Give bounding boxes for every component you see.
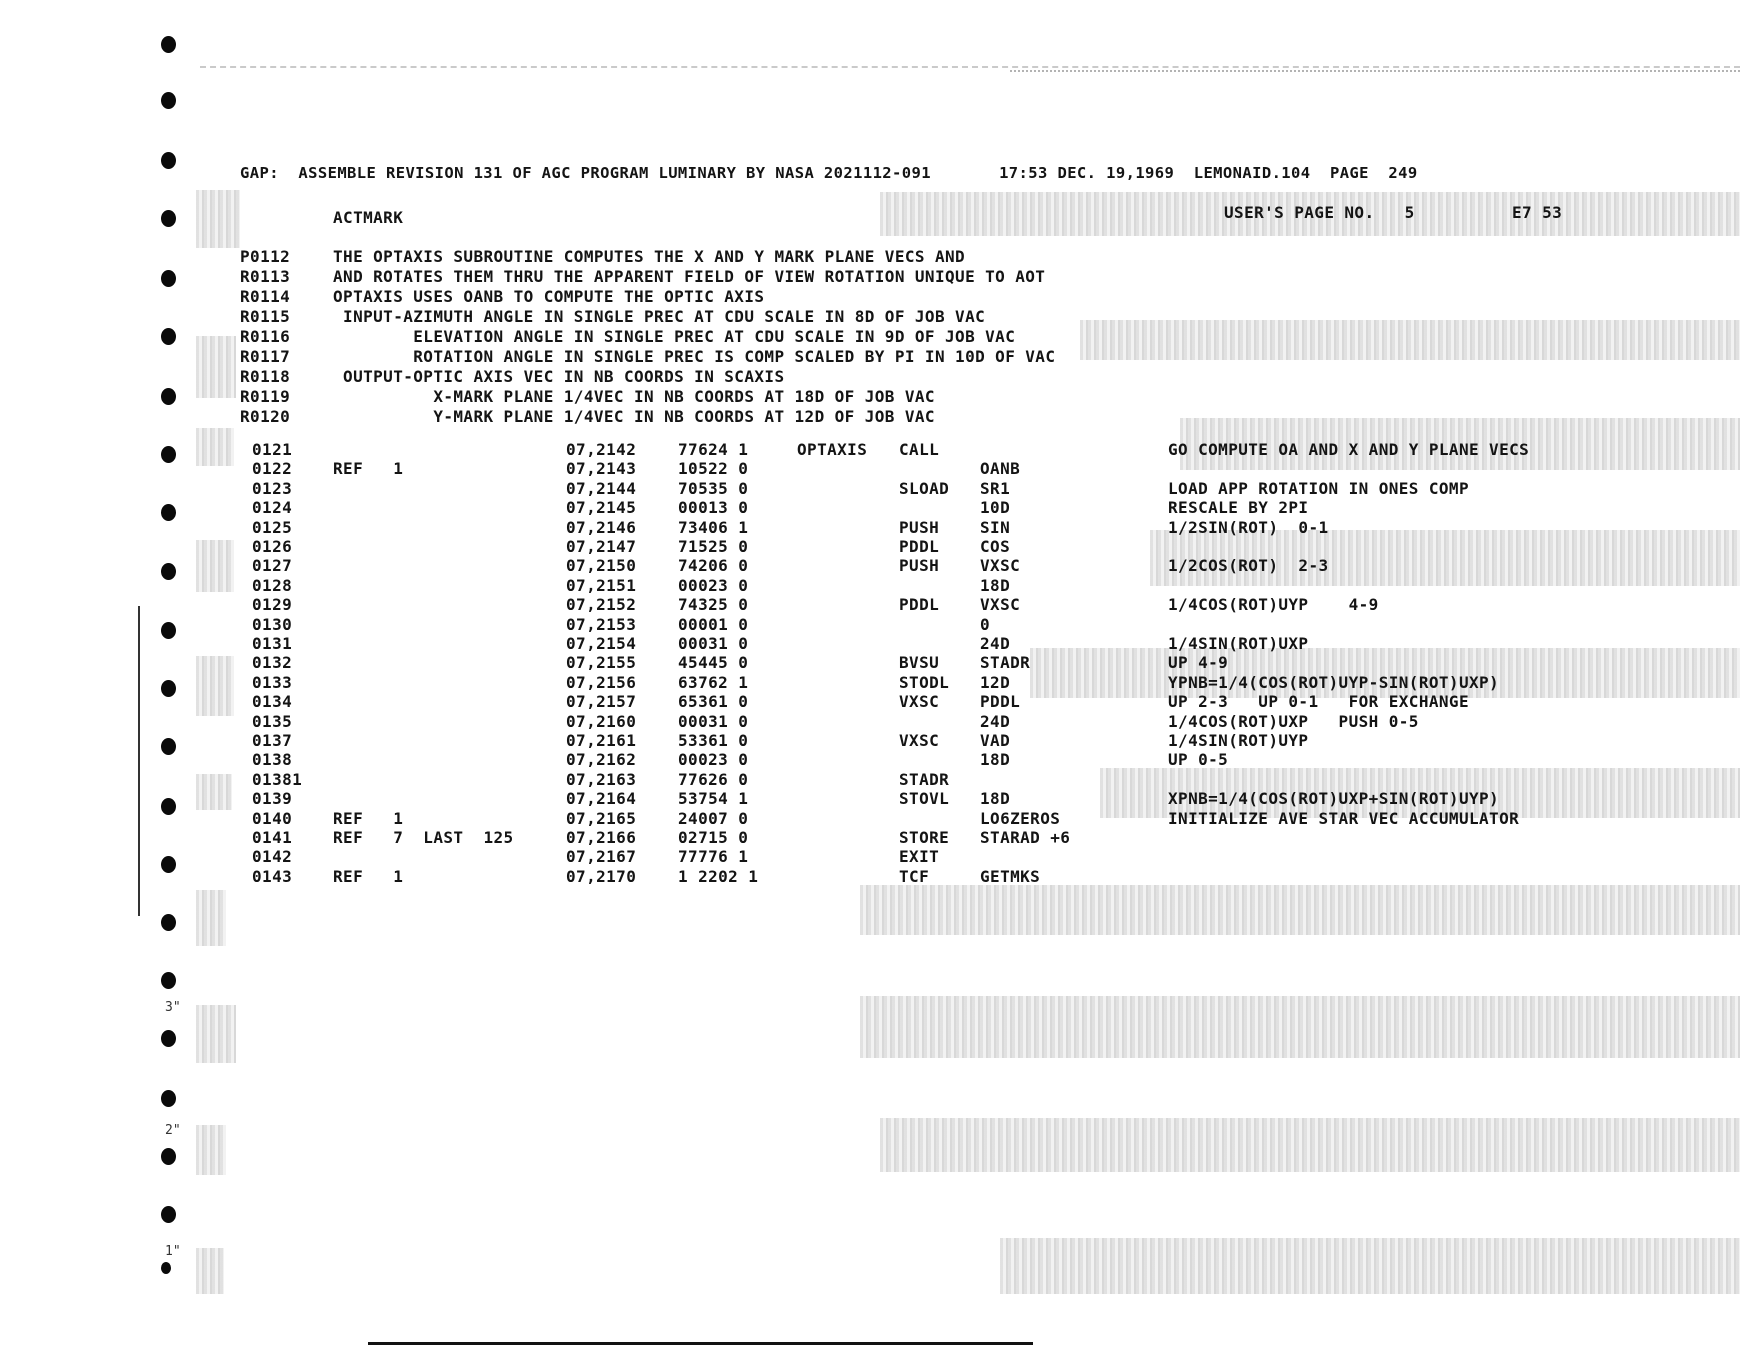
remark-text: OPTAXIS USES OANB TO COMPUTE THE OPTIC AXIS [333,287,765,306]
operand: 24D [980,634,1011,653]
octal-word: 77626 0 [678,770,749,789]
octal-word: 63762 1 [678,673,749,692]
comment: INITIALIZE AVE STAR VEC ACCUMULATOR [1168,809,1520,828]
address: 07,2151 [566,576,637,595]
address: 07,2161 [566,731,637,750]
opcode: STORE [899,828,950,847]
opcode: PUSH [899,556,940,575]
line-number: 0131 [252,634,293,653]
line-number: 0133 [252,673,293,692]
line-number: 0134 [252,692,293,711]
binder-hole [161,210,176,227]
octal-word: 00031 0 [678,634,749,653]
scan-noise [196,1005,236,1063]
remark-text: THE OPTAXIS SUBROUTINE COMPUTES THE X AND Y MARK PLANE VECS AND [333,247,966,266]
line-number: 0142 [252,847,293,866]
octal-word: 00023 0 [678,750,749,769]
margin-rule [138,606,140,916]
operand: 18D [980,789,1011,808]
binder-hole [161,1262,171,1274]
operand: VAD [980,731,1011,750]
scan-noise [860,885,1740,935]
opcode: EXIT [899,847,940,866]
remark-id: R0119 [240,387,291,406]
operand: LO6ZEROS [980,809,1061,828]
octal-word: 10522 0 [678,459,749,478]
line-number: 0137 [252,731,293,750]
scan-noise [880,1118,1740,1172]
comment: RESCALE BY 2PI [1168,498,1309,517]
binder-hole [161,92,176,109]
opcode: PDDL [899,595,940,614]
scan-noise [196,1248,224,1294]
opcode: STADR [899,770,950,789]
remark-id: R0113 [240,267,291,286]
operand: VXSC [980,556,1021,575]
scan-artifact [200,66,1740,68]
binder-hole [161,622,176,639]
comment: 1/4COS(ROT)UYP 4-9 [1168,595,1379,614]
comment: 1/4SIN(ROT)UYP [1168,731,1309,750]
line-number: 0132 [252,653,293,672]
address: 07,2157 [566,692,637,711]
line-number: 01381 [252,770,303,789]
comment: 1/4SIN(ROT)UXP [1168,634,1309,653]
scan-noise [196,774,232,810]
binder-hole [161,1090,176,1107]
scan-noise [1080,320,1740,360]
opcode: STODL [899,673,950,692]
operand: STARAD +6 [980,828,1071,847]
binder-hole [161,152,176,169]
binder-hole [161,446,176,463]
remark-id: R0115 [240,307,291,326]
octal-word: 00023 0 [678,576,749,595]
line-number: 0127 [252,556,293,575]
section-label: ACTMARK [333,208,404,227]
operand: GETMKS [980,867,1041,886]
scan-noise [196,190,240,248]
binder-hole [161,738,176,755]
opcode: PDDL [899,537,940,556]
remark-id: P0112 [240,247,291,266]
margin-mark: 3" [165,1000,181,1015]
remark-id: R0118 [240,367,291,386]
remark-text: AND ROTATES THEM THRU THE APPARENT FIELD OF VIEW ROTATION UNIQUE TO AOT [333,267,1046,286]
line-number: 0129 [252,595,293,614]
octal-word: 73406 1 [678,518,749,537]
page-code: E7 53 [1512,203,1563,222]
line-number: 0128 [252,576,293,595]
octal-word: 00031 0 [678,712,749,731]
scan-noise [196,336,236,398]
octal-word: 71525 0 [678,537,749,556]
comment: LOAD APP ROTATION IN ONES COMP [1168,479,1469,498]
margin-mark: 2" [165,1123,181,1138]
line-number: 0126 [252,537,293,556]
comment: XPNB=1/4(COS(ROT)UXP+SIN(ROT)UYP) [1168,789,1500,808]
opcode: VXSC [899,731,940,750]
opcode: CALL [899,440,940,459]
reference: REF 1 [333,459,404,478]
remark-text: ROTATION ANGLE IN SINGLE PREC IS COMP SCALED BY PI IN 10D OF VAC [333,347,1056,366]
scan-noise [196,428,234,466]
scan-artifact [1010,70,1740,72]
opcode: VXSC [899,692,940,711]
comment: GO COMPUTE OA AND X AND Y PLANE VECS [1168,440,1530,459]
opcode: PUSH [899,518,940,537]
binder-hole [161,388,176,405]
comment: UP 4-9 [1168,653,1229,672]
operand: 18D [980,750,1011,769]
comment: 1/2COS(ROT) 2-3 [1168,556,1329,575]
octal-word: 70535 0 [678,479,749,498]
remark-id: R0116 [240,327,291,346]
line-number: 0143 [252,867,293,886]
address: 07,2160 [566,712,637,731]
octal-word: 45445 0 [678,653,749,672]
octal-word: 00013 0 [678,498,749,517]
binder-hole [161,798,176,815]
margin-mark: 1" [165,1244,181,1259]
address: 07,2164 [566,789,637,808]
reference: REF 1 [333,867,404,886]
line-number: 0123 [252,479,293,498]
opcode: SLOAD [899,479,950,498]
address: 07,2167 [566,847,637,866]
comment: YPNB=1/4(COS(ROT)UYP-SIN(ROT)UXP) [1168,673,1500,692]
operand: COS [980,537,1011,556]
operand: STADR [980,653,1031,672]
reference: REF 7 LAST 125 [333,828,514,847]
scan-noise [1000,1238,1740,1294]
remark-id: R0120 [240,407,291,426]
binder-hole [161,270,176,287]
line-number: 0139 [252,789,293,808]
user-page-number: USER'S PAGE NO. 5 [1224,203,1415,222]
octal-word: 77776 1 [678,847,749,866]
address: 07,2146 [566,518,637,537]
line-number: 0135 [252,712,293,731]
address: 07,2166 [566,828,637,847]
line-number: 0130 [252,615,293,634]
operand: PDDL [980,692,1021,711]
binder-hole [161,914,176,931]
comment: UP 0-5 [1168,750,1229,769]
line-number: 0125 [252,518,293,537]
remark-text: X-MARK PLANE 1/4VEC IN NB COORDS AT 18D OF JOB VAC [333,387,935,406]
line-number: 0124 [252,498,293,517]
address: 07,2162 [566,750,637,769]
bottom-rule [368,1342,1033,1345]
address: 07,2154 [566,634,637,653]
comment: 1/2SIN(ROT) 0-1 [1168,518,1329,537]
reference: REF 1 [333,809,404,828]
operand: 10D [980,498,1011,517]
binder-hole [161,1206,176,1223]
binder-hole [161,972,176,989]
operand: VXSC [980,595,1021,614]
scan-noise [196,890,226,946]
octal-word: 77624 1 [678,440,749,459]
octal-word: 1 2202 1 [678,867,759,886]
line-number: 0140 [252,809,293,828]
address: 07,2144 [566,479,637,498]
address: 07,2147 [566,537,637,556]
address: 07,2165 [566,809,637,828]
octal-word: 74325 0 [678,595,749,614]
line-number: 0122 [252,459,293,478]
binder-hole [161,680,176,697]
operand: 12D [980,673,1011,692]
comment: UP 2-3 UP 0-1 FOR EXCHANGE [1168,692,1469,711]
operand: 18D [980,576,1011,595]
scan-noise [196,656,234,716]
comment: 1/4COS(ROT)UXP PUSH 0-5 [1168,712,1419,731]
binder-hole [161,36,176,53]
address: 07,2145 [566,498,637,517]
remark-id: R0114 [240,287,291,306]
binder-hole [161,1148,176,1165]
operand: OANB [980,459,1021,478]
scan-noise [196,1125,226,1175]
operand: 0 [980,615,991,634]
line-number: 0138 [252,750,293,769]
octal-word: 65361 0 [678,692,749,711]
address: 07,2150 [566,556,637,575]
remark-text: Y-MARK PLANE 1/4VEC IN NB COORDS AT 12D OF JOB VAC [333,407,935,426]
opcode: TCF [899,867,930,886]
address: 07,2163 [566,770,637,789]
remark-text: ELEVATION ANGLE IN SINGLE PREC AT CDU SCALE IN 9D OF JOB VAC [333,327,1016,346]
remark-text: INPUT-AZIMUTH ANGLE IN SINGLE PREC AT CDU SCALE IN 8D OF JOB VAC [333,307,986,326]
binder-hole [161,563,176,580]
operand: SIN [980,518,1011,537]
address: 07,2170 [566,867,637,886]
operand: 24D [980,712,1011,731]
opcode: STOVL [899,789,950,808]
remark-id: R0117 [240,347,291,366]
line-number: 0121 [252,440,293,459]
octal-word: 53361 0 [678,731,749,750]
assembly-header: GAP: ASSEMBLE REVISION 131 OF AGC PROGRAM LUMINARY BY NASA 2021112-091 17:53 DEC. 19,1969 LEMONAID.104 PAGE 249 [240,164,1418,182]
octal-word: 02715 0 [678,828,749,847]
opcode: BVSU [899,653,940,672]
binder-hole [161,328,176,345]
address: 07,2152 [566,595,637,614]
octal-word: 53754 1 [678,789,749,808]
address: 07,2156 [566,673,637,692]
line-number: 0141 [252,828,293,847]
scan-noise [860,996,1740,1058]
operand: SR1 [980,479,1011,498]
address: 07,2153 [566,615,637,634]
address: 07,2155 [566,653,637,672]
binder-hole [161,504,176,521]
octal-word: 00001 0 [678,615,749,634]
octal-word: 24007 0 [678,809,749,828]
label: OPTAXIS [797,440,868,459]
binder-hole [161,856,176,873]
scan-noise [196,540,234,592]
address: 07,2143 [566,459,637,478]
binder-hole [161,1030,176,1047]
octal-word: 74206 0 [678,556,749,575]
address: 07,2142 [566,440,637,459]
remark-text: OUTPUT-OPTIC AXIS VEC IN NB COORDS IN SCAXIS [333,367,785,386]
